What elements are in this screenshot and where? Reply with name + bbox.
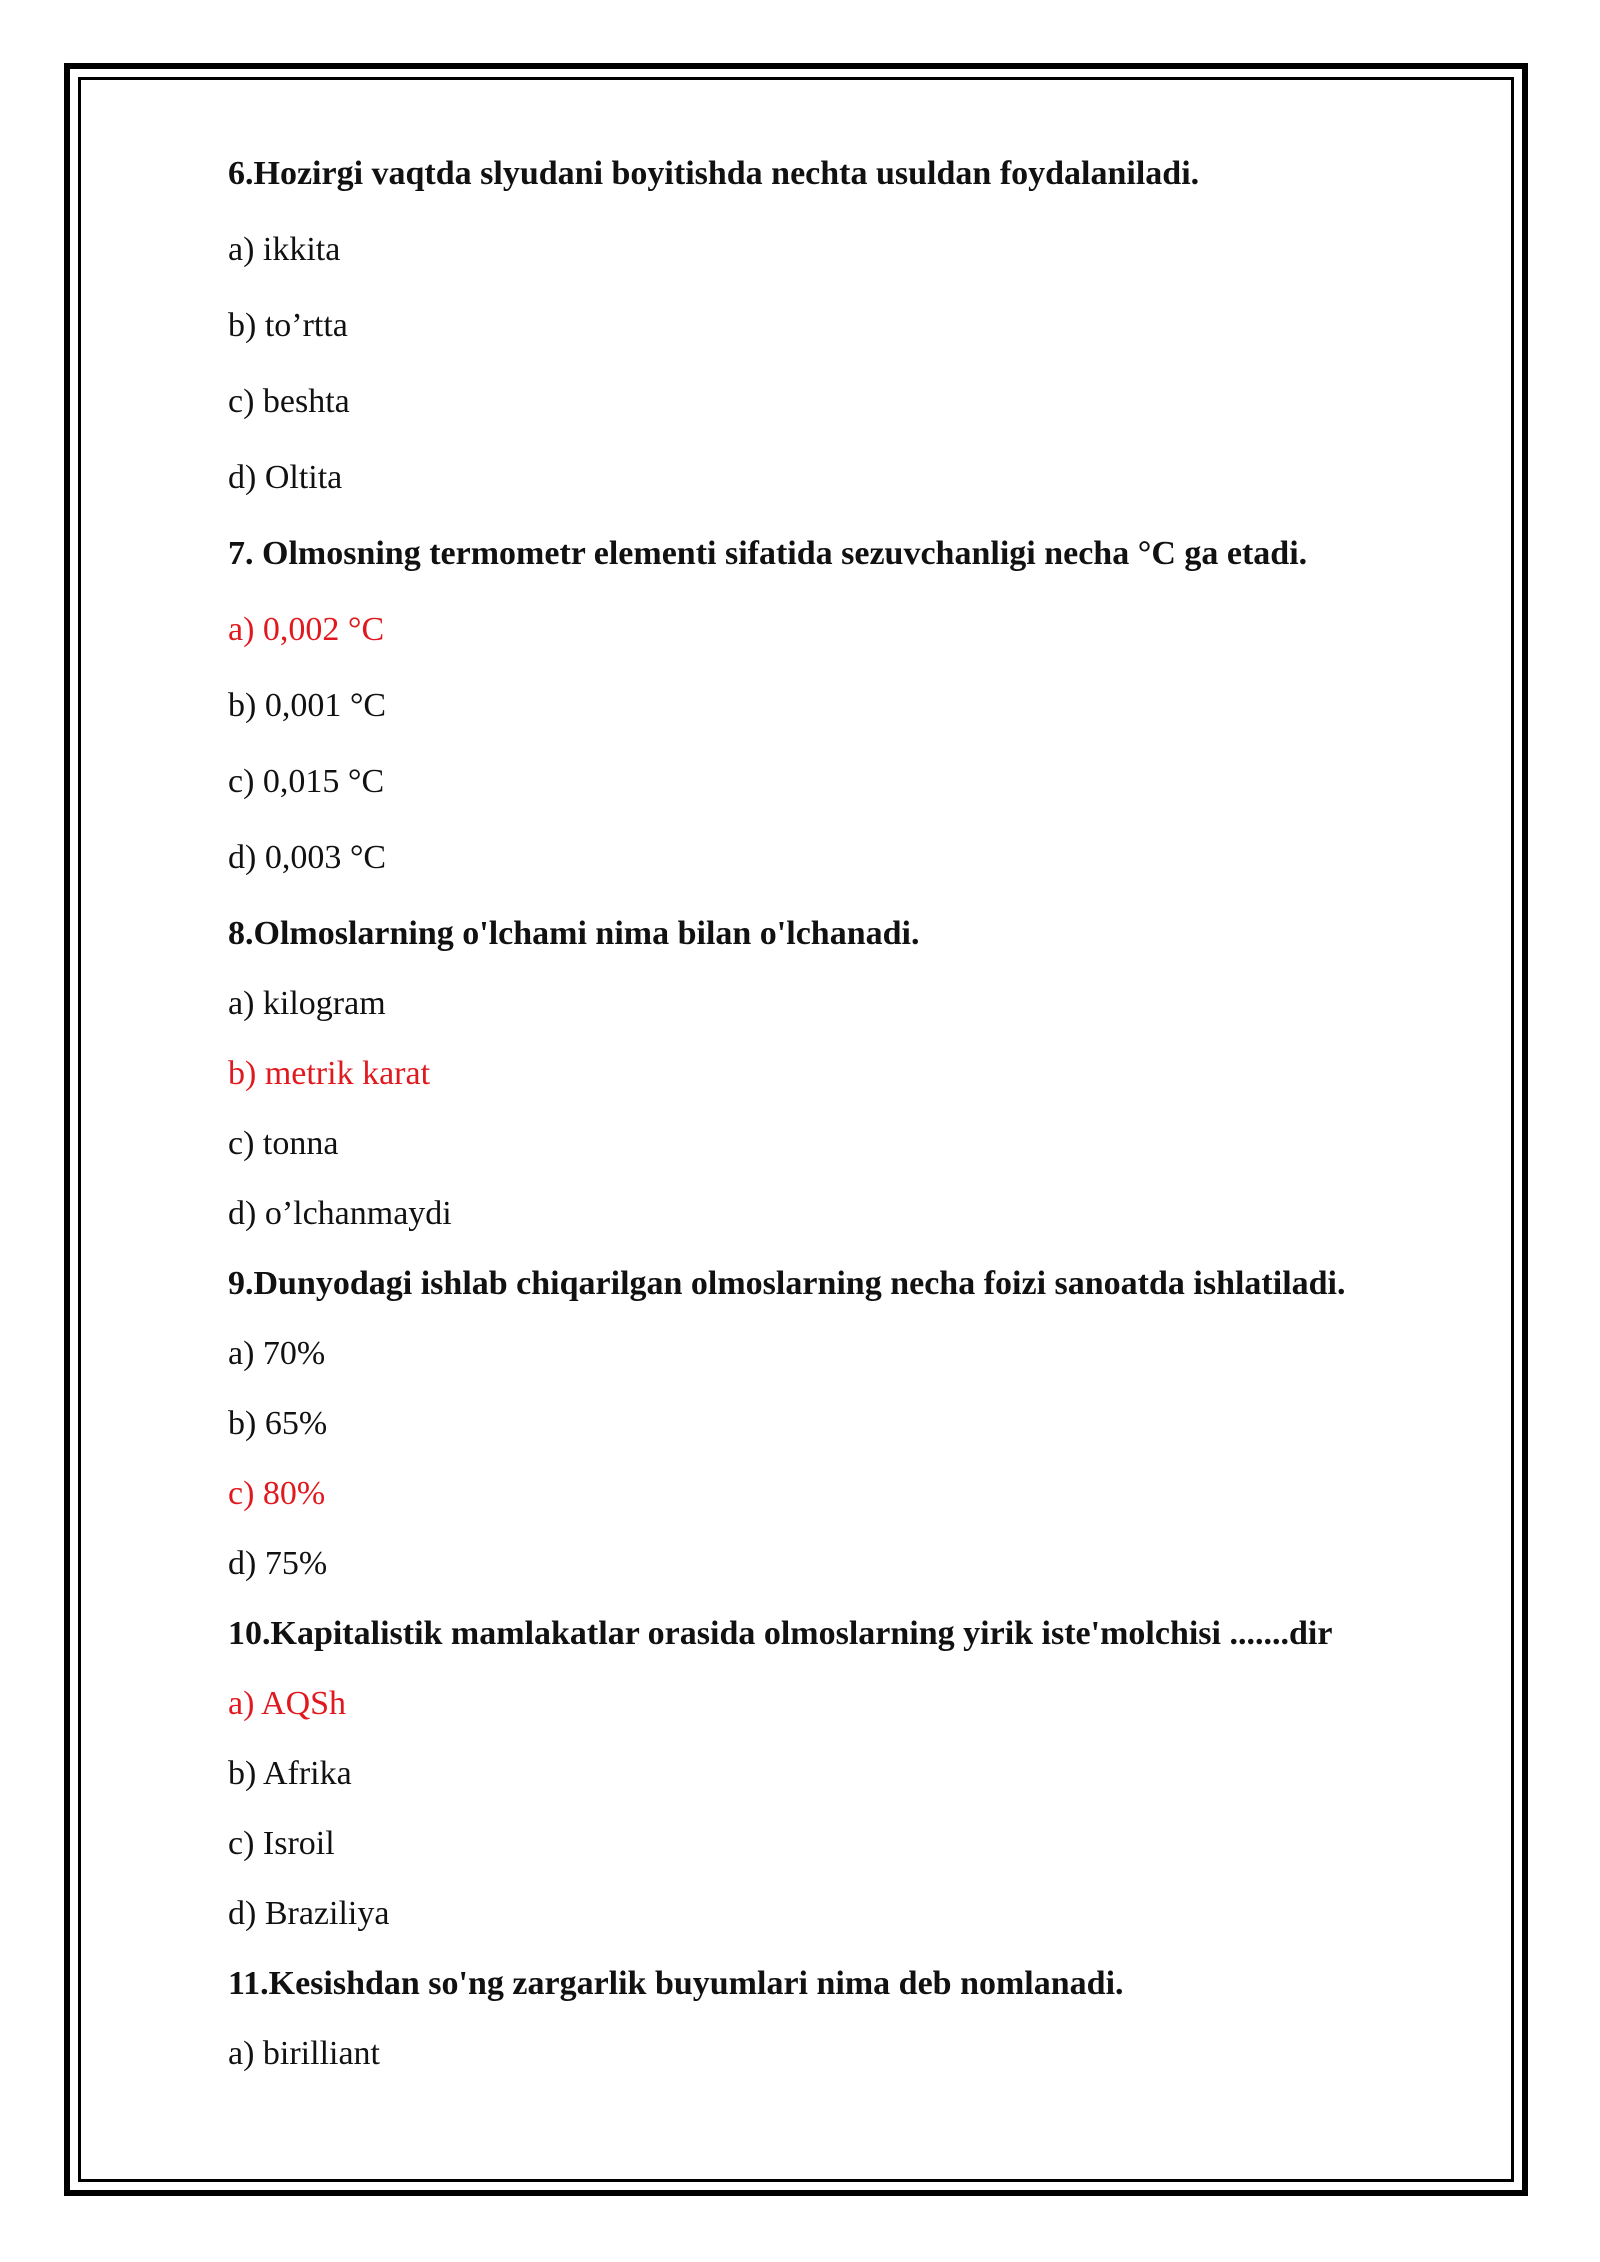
option-6a: a) ikkita <box>228 231 341 268</box>
option-9c: c) 80% <box>228 1475 326 1512</box>
option-6b: b) to’rtta <box>228 307 348 344</box>
option-11a: a) birilliant <box>228 2035 381 2072</box>
option-8d: d) o’lchanmaydi <box>228 1195 452 1232</box>
option-8a: a) kilogram <box>228 985 386 1022</box>
question-9: 9.Dunyodagi ishlab chiqarilgan olmoslarning necha foizi sanoatda ishlatiladi. <box>228 1265 1346 1302</box>
option-9a: a) 70% <box>228 1335 326 1372</box>
option-10d: d) Braziliya <box>228 1895 390 1932</box>
question-11: 11.Kesishdan so'ng zargarlik buyumlari nima deb nomlanadi. <box>228 1965 1124 2002</box>
option-10a: a) AQSh <box>228 1685 347 1722</box>
question-8: 8.Olmoslarning o'lchami nima bilan o'lchanadi. <box>228 915 920 952</box>
option-6c: c) beshta <box>228 383 350 420</box>
option-10c: c) Isroil <box>228 1825 335 1862</box>
option-10b: b) Afrika <box>228 1755 352 1792</box>
option-7b: b) 0,001 °C <box>228 687 387 724</box>
question-10: 10.Kapitalistik mamlakatlar orasida olmoslarning yirik iste'molchisi .......dir <box>228 1615 1333 1652</box>
option-8b: b) metrik karat <box>228 1055 431 1092</box>
option-9d: d) 75% <box>228 1545 328 1582</box>
option-8c: c) tonna <box>228 1125 339 1162</box>
question-7: 7. Olmosning termometr elementi sifatida sezuvchanligi necha °C ga etadi. <box>228 535 1308 572</box>
option-6d: d) Oltita <box>228 459 343 496</box>
option-7c: c) 0,015 °C <box>228 763 385 800</box>
option-7a: a) 0,002 °C <box>228 611 385 648</box>
option-9b: b) 65% <box>228 1405 328 1442</box>
question-6: 6.Hozirgi vaqtda slyudani boyitishda nechta usuldan foydalaniladi. <box>228 155 1200 192</box>
option-7d: d) 0,003 °C <box>228 839 387 876</box>
